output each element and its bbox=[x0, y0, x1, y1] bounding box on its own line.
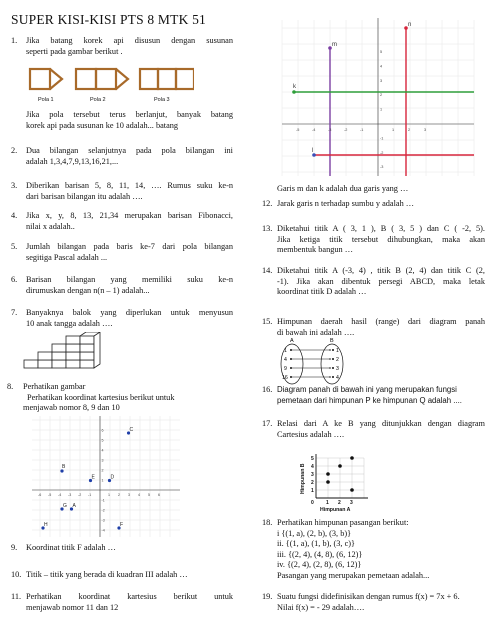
y-tick: -2 bbox=[101, 508, 105, 513]
x-tick: 5 bbox=[148, 493, 150, 497]
point-label-G: G bbox=[63, 503, 67, 509]
question-1-cont: Jika pola tersebut terus berlanjut, banyak batang korek api pada susunan ke 10 adalah... batang bbox=[26, 110, 233, 130]
relation-point bbox=[350, 488, 354, 492]
y-tick: 3 bbox=[380, 78, 383, 83]
svg-text:16: 16 bbox=[282, 375, 288, 381]
pola-1-label: Pola 1 bbox=[38, 97, 54, 103]
svg-text:1: 1 bbox=[284, 348, 287, 354]
question-18: 18. Perhatikan himpunan pasangan berikut: i {(1, a), (2, b), (3, b)} ii. {(1, a), (1, b), (3, c)} iii. {(2, 4), (4, 8), (6, 12)} iv. {(2, 4), (2, 8), (6, 12)} Pasangan yang merupakan pemetaan adalah... bbox=[262, 518, 430, 580]
matchstick-figure bbox=[26, 65, 194, 107]
x-tick: 6 bbox=[158, 493, 160, 497]
line-point-k bbox=[292, 90, 296, 94]
x-tick: -3 bbox=[328, 128, 332, 132]
relation-point bbox=[326, 480, 330, 484]
x-axis-label: Himpunan A bbox=[320, 507, 351, 512]
x-tick: 2 bbox=[408, 128, 411, 132]
svg-text:9: 9 bbox=[284, 366, 287, 372]
x-tick: -2 bbox=[344, 128, 348, 132]
question-15: 15. Himpunan daerah hasil (range) dari diagram panah di bawah ini adalah …. bbox=[262, 317, 485, 337]
relation-point bbox=[326, 472, 330, 476]
y-tick: -2 bbox=[380, 150, 384, 155]
y-tick: -3 bbox=[380, 165, 384, 170]
x-tick: 1 bbox=[326, 500, 329, 506]
x-tick: -4 bbox=[312, 128, 316, 132]
y-tick: 5 bbox=[101, 438, 104, 443]
point-label-C: C bbox=[129, 427, 134, 433]
question-11-cont: Garis m dan k adalah dua garis yang … bbox=[277, 184, 409, 193]
question-14: 14. Diketahui titik A (-3, 4) , titik B (2, 4) dan titik C (2, -1). Jika akan dibentuk persegi ABCD, maka letak koordinat titik D adalah … bbox=[262, 266, 485, 297]
y-tick: 5 bbox=[380, 50, 383, 54]
point-label-B: B bbox=[62, 464, 66, 470]
question-4: 4. Jika x, y, 8, 13, 21,34 merupakan barisan Fibonacci, nilai x adalah.. bbox=[11, 211, 233, 231]
arrow-diagram-figure bbox=[272, 336, 352, 386]
svg-text:4: 4 bbox=[336, 375, 339, 381]
y-tick: 4 bbox=[311, 464, 314, 470]
question-1: 1. Jika batang korek api disusun dengan susunan seperti pada gambar berikut . bbox=[11, 36, 233, 56]
question-12: 12. Jarak garis n terhadap sumbu y adalah … bbox=[262, 199, 415, 208]
x-tick: -1 bbox=[360, 128, 364, 132]
y-tick: -4 bbox=[101, 528, 105, 533]
label-n: n bbox=[408, 22, 412, 28]
question-10: 10. Titik – titik yang berada di kuadran III adalah … bbox=[11, 570, 188, 579]
question-9: 9. Koordinat titik F adalah … bbox=[11, 543, 116, 552]
set-b-label: B bbox=[330, 338, 334, 344]
question-7: 7. Banyaknya balok yang diperlukan untuk menyusun 10 anak tangga adalah …. bbox=[11, 308, 233, 328]
x-tick: 3 bbox=[424, 128, 427, 132]
label-l: l bbox=[312, 148, 314, 154]
y-tick: 2 bbox=[380, 93, 383, 98]
cartesian-points-figure bbox=[32, 414, 182, 539]
point-label-D: D bbox=[110, 474, 115, 481]
pola-2-shape bbox=[76, 69, 128, 89]
y-axis-label: Himpunan B bbox=[300, 463, 306, 494]
svg-text:3: 3 bbox=[336, 366, 339, 372]
x-tick: -3 bbox=[68, 493, 72, 497]
pola-1-shape bbox=[30, 69, 62, 89]
set-a-label: A bbox=[290, 338, 294, 344]
label-k: k bbox=[293, 84, 296, 90]
x-tick: 3 bbox=[350, 500, 353, 506]
x-tick: -1 bbox=[88, 493, 92, 497]
x-tick: 1 bbox=[392, 128, 395, 132]
relation-chart-figure bbox=[296, 444, 386, 512]
x-tick: 1 bbox=[108, 493, 110, 497]
x-tick: 2 bbox=[118, 493, 120, 497]
svg-text:1: 1 bbox=[336, 348, 339, 354]
y-tick: 2 bbox=[101, 468, 104, 473]
y-tick: 1 bbox=[380, 107, 383, 112]
question-11: 11. Perhatikan koordinat kartesius berikut untuk menjawab nomor 11 dan 12 bbox=[11, 592, 233, 612]
pola-3-shape bbox=[140, 69, 194, 89]
y-tick: -3 bbox=[101, 518, 105, 523]
y-tick: 3 bbox=[311, 472, 314, 478]
question-5: 5. Jumlah bilangan pada baris ke-7 dari pola bilangan segitiga Pascal adalah ... bbox=[11, 242, 233, 262]
question-2: 2. Dua bilangan selanjutnya pada pola bilangan ini adalah 1,3,4,7,9,13,16,21,... bbox=[11, 146, 233, 166]
relation-point bbox=[338, 464, 342, 468]
x-tick: -2 bbox=[78, 493, 82, 497]
x-tick: 2 bbox=[338, 500, 341, 506]
y-tick: -1 bbox=[101, 498, 105, 503]
relation-point bbox=[350, 456, 354, 460]
question-16: 16. Diagram panah di bawah ini yang merupakan fungsi pemetaan dari himpunan P ke himpunan Q adalah .... bbox=[262, 385, 462, 405]
pola-3-label: Pola 3 bbox=[154, 97, 170, 103]
question-13: 13. Diketahui titik A ( 3, 1 ), B ( 3, 5 ) dan C ( -2, 5). Jika ketiga titik tersebut dihubungkan, maka akan membentuk bangun … bbox=[262, 224, 485, 255]
y-tick: 4 bbox=[101, 448, 104, 453]
point-label-A: A bbox=[72, 503, 76, 509]
x-tick: -6 bbox=[38, 493, 42, 497]
x-tick: -5 bbox=[48, 493, 52, 497]
y-tick: 4 bbox=[380, 64, 383, 69]
pola-2-label: Pola 2 bbox=[90, 97, 106, 103]
y-tick: 2 bbox=[311, 480, 314, 486]
y-tick: 5 bbox=[311, 456, 314, 462]
page-title: SUPER KISI-KISI PTS 8 MTK 51 bbox=[11, 12, 206, 27]
y-tick: 6 bbox=[101, 428, 104, 433]
y-tick: 3 bbox=[101, 458, 104, 463]
question-6: 6. Barisan bilangan yang memiliki suku ke-n dirumuskan dengan n(n – 1) adalah... bbox=[11, 275, 233, 295]
question-8: 8. Perhatikan gambar Perhatikan koordinat kartesius berikut untuk menjawab nomor 8, 9 dan 10 bbox=[7, 382, 175, 413]
y-tick: -1 bbox=[380, 136, 384, 141]
origin-label: 0 bbox=[311, 500, 314, 506]
svg-text:4: 4 bbox=[284, 357, 287, 363]
point-label-H: H bbox=[44, 522, 48, 528]
y-tick: 1 bbox=[311, 488, 314, 494]
y-tick: 1 bbox=[101, 478, 104, 483]
x-tick: -5 bbox=[296, 128, 300, 132]
cartesian-lines-figure bbox=[278, 14, 478, 180]
label-m: m bbox=[332, 42, 337, 48]
question-17: 17. Relasi dari A ke B yang ditunjukkan dengan diagram Cartesius adalah …. bbox=[262, 419, 485, 439]
question-19: 19. Suatu fungsi didefinisikan dengan rumus f(x) = 7x + 6. Nilai f(x) = - 29 adalah…. bbox=[262, 592, 460, 612]
point-label-E: E bbox=[91, 474, 95, 481]
question-3: 3. Diberikan barisan 5, 8, 11, 14, …. Rumus suku ke-n dari barisan bilangan itu adalah …. bbox=[11, 181, 233, 201]
x-tick: 3 bbox=[128, 493, 130, 497]
svg-text:2: 2 bbox=[336, 357, 339, 363]
point-label-F: F bbox=[120, 522, 124, 528]
staircase-blocks-figure bbox=[20, 332, 112, 372]
x-tick: 4 bbox=[138, 493, 140, 497]
x-tick: -4 bbox=[58, 493, 62, 497]
